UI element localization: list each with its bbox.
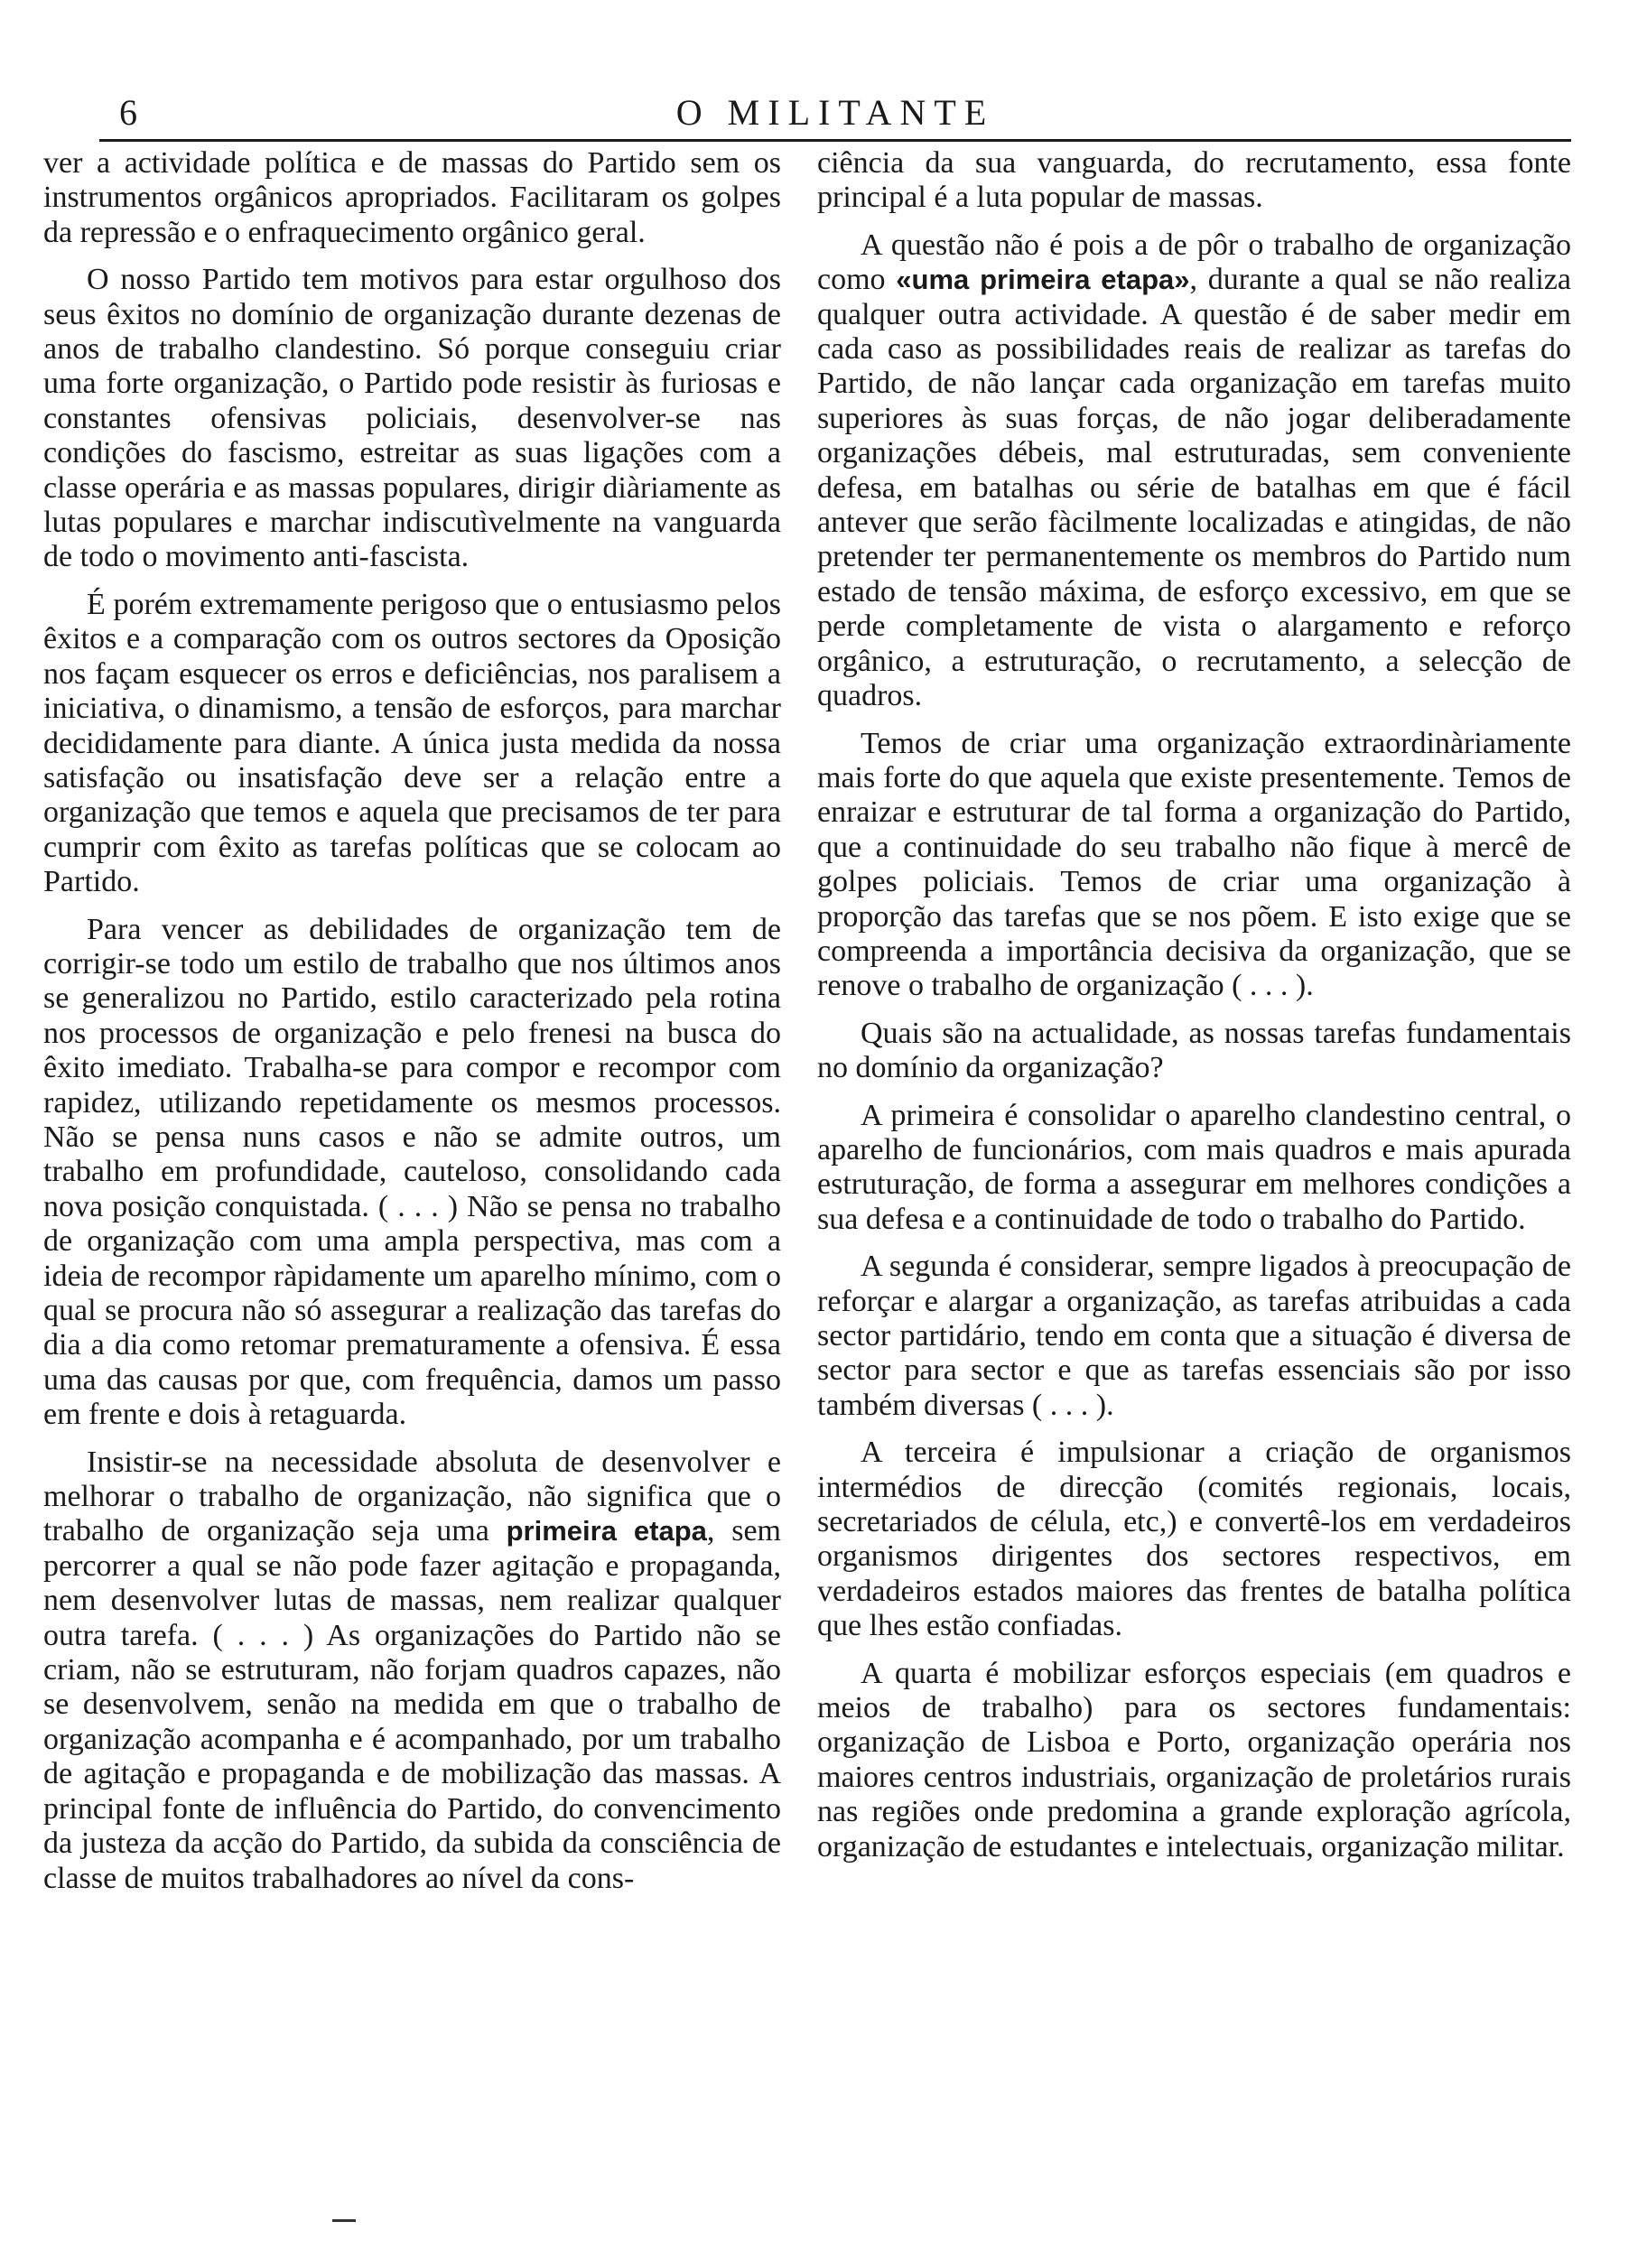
emphasis-text: «uma primeira etapa» (896, 264, 1190, 296)
paragraph: Quais são na actualidade, as nossas tarefas fundamentais no domínio da organização? (817, 1016, 1571, 1085)
paragraph-text: , sem percorrer a qual se não pode fazer agitação e propaganda, nem desenvolver lutas de massas, nem realizar qualquer outra tarefa. ( . . . ) As organizações do Partido não se criam, não se estruturam, não forjam quadros capazes, não se desenvolvem, senão na medida em que o trabalho de organização acompanha e é acompanhado, por um trabalho de agitação e propaganda e de mobilização das massas. A principal fonte de influência do Partido, do convencimento da justeza da acção do Partido, da subida da consciência de classe de muitos trabalhadores ao nível da cons- (43, 1514, 781, 1895)
paragraph (43, 1445, 781, 1896)
footer-dash (332, 2219, 356, 2222)
journal-title: O MILITANTE (675, 92, 995, 133)
page-number: 6 (119, 92, 137, 133)
paragraph: Para vencer as debilidades de organização tem de corrigir-se todo um estilo de trabalho que nos últimos anos se generalizou no Partido, estilo caracterizado pela rotina nos processos de organização e pelo frenesi na busca do êxito imediato. Trabalha-se para compor e recompor com rapidez, utilizando repetidamente os mesmos processos. Não se pensa nuns casos e não se admite outros, um trabalho em profundidade, cauteloso, consolidando cada nova posição conquistada. ( . . . ) Não se pensa no trabalho de organização com uma ampla perspectiva, mas com a ideia de recompor ràpidamente um aparelho mínimo, com o qual se procura não só assegurar a realização das tarefas do dia a dia como retomar prematuramente a ofensiva. É essa uma das causas por que, com frequência, damos um passo em frente e dois à retaguarda. (43, 912, 781, 1432)
paragraph: Temos de criar uma organização extraordinàriamente mais forte do que aquela que existe presentemente. Temos de enraizar e estruturar de tal forma a organização do Partido, que a continuidade do seu trabalho não fique à mercê de golpes policiais. Temos de criar uma organização à proporção das tarefas que se nos põem. E isto exige que se compreenda a importância decisiva da organização, que se renove o trabalho de organização ( . . . ). (817, 726, 1571, 1003)
right-column (817, 146, 1571, 1877)
paragraph: A terceira é impulsionar a criação de organismos intermédios de direcção (comités regionais, locais, secretariados de célula, etc,) e convertê-los em verdadeiros organismos dirigentes dos sectores respectivos, em verdadeiros estados maiores das frentes de batalha política que lhes estão confiadas. (817, 1436, 1571, 1643)
paragraph (817, 228, 1571, 714)
page-header (99, 90, 1571, 142)
paragraph-text: A questão não é pois a de pôr o trabalho de organização como (817, 228, 1571, 297)
paragraph-text: , durante a qual se não realiza qualquer outra actividade. A questão é de saber medir em cada caso as possibilidades reais de realizar as tarefas do Partido, de não lançar cada organização em tarefas muito superiores às suas forças, de não jogar deliberadamente organizações débeis, mal estruturadas, sem conveniente defesa, em batalhas ou série de batalhas em que é fácil antever que serão fàcilmente localizadas e atingidas, de não pretender ter permanentemente os membros do Partido num estado de tensão máxima, de esforço excessivo, em que se perde completamente de vista o alargamento e reforço orgânico, a estruturação, o recrutamento, a selecção de quadros. (817, 263, 1571, 713)
paragraph: ciência da sua vanguarda, do recrutamento, essa fonte principal é a luta popular de massas. (817, 146, 1571, 215)
paragraph: A primeira é consolidar o aparelho clandestino central, o aparelho de funcionários, com mais quadros e mais apurada estruturação, de forma a assegurar em melhores condições a sua defesa e a continuidade de todo o trabalho do Partido. (817, 1098, 1571, 1236)
paragraph-text: Insistir-se na necessidade absoluta de desenvolver e melhorar o trabalho de organização, não significa que o trabalho de organização seja uma (43, 1445, 781, 1548)
left-column (43, 146, 781, 1909)
paragraph: O nosso Partido tem motivos para estar orgulhoso dos seus êxitos no domínio de organização durante dezenas de anos de trabalho clandestino. Só porque conseguiu criar uma forte organização, o Partido pode resistir às furiosas e constantes ofensivas policiais, desenvolver-se nas condições do fascismo, estreitar as suas ligações com a classe operária e as massas populares, dirigir diàriamente as lutas populares e marchar indiscutìvelmente na vanguarda de todo o movimento anti-fascista. (43, 263, 781, 574)
paragraph: A quarta é mobilizar esforços especiais (em quadros e meios de trabalho) para os sectores fundamentais: organização de Lisboa e Porto, organização operária nos maiores centros industriais, organização de proletários rurais nas regiões onde predomina a grande exploração agrícola, organização de estudantes e intelectuais, organização militar. (817, 1656, 1571, 1864)
paragraph: A segunda é considerar, sempre ligados à preocupação de reforçar e alargar a organização, as tarefas atribuidas a cada sector partidário, tendo em conta que a situação é diversa de sector para sector e que as tarefas essenciais são por isso também diversas ( . . . ). (817, 1250, 1571, 1422)
emphasis-text: primeira etapa (506, 1515, 707, 1548)
paragraph: ver a actividade política e de massas do Partido sem os instrumentos orgânicos apropriados. Facilitaram os golpes da repressão e o enfraquecimento orgânico geral. (43, 146, 781, 249)
paragraph: É porém extremamente perigoso que o entusiasmo pelos êxitos e a comparação com os outros sectores da Oposição nos façam esquecer os erros e deficiências, nos paralisem a iniciativa, o dinamismo, a tensão de esforços, para marchar decididamente para diante. A única justa medida da nossa satisfação ou insatisfação deve ser a relação entre a organização que temos e aquela que precisamos de ter para cumprir com êxito as tarefas políticas que se colocam ao Partido. (43, 587, 781, 899)
